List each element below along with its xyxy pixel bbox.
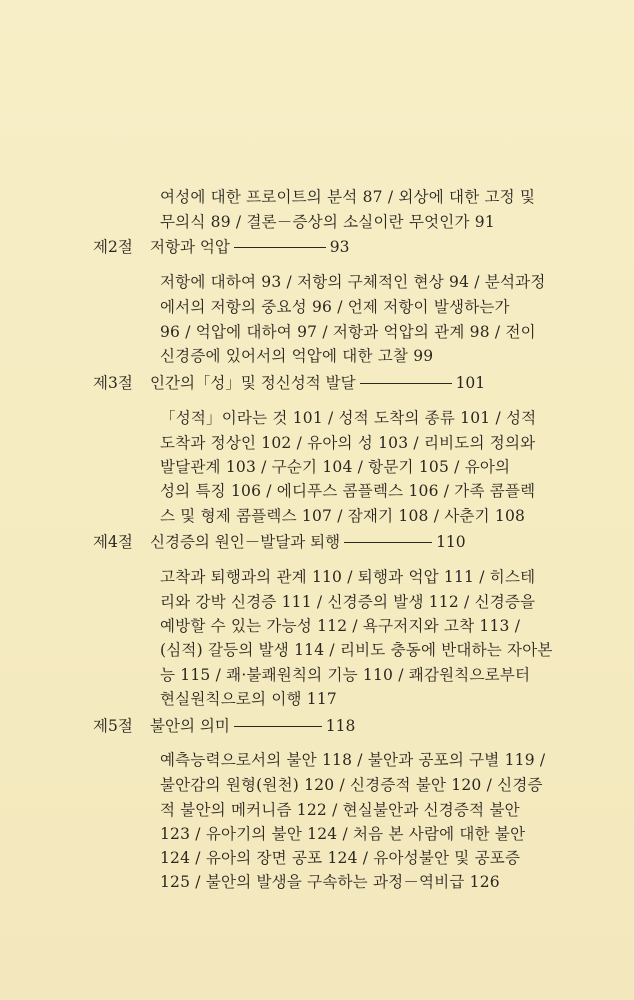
section-number: 제3절	[93, 374, 133, 392]
section-number: 제4절	[93, 533, 133, 551]
toc-entry-line: 신경증에 있어서의 억압에 대한 고찰 99	[160, 347, 434, 365]
toc-entry-line: 96 / 억압에 대하여 97 / 저항과 억압의 관계 98 / 전이	[160, 323, 536, 341]
toc-entry-line: 불안감의 원형(원천) 120 / 신경증적 불안 120 / 신경증	[160, 776, 543, 794]
toc-entry-line: 예방할 수 있는 가능성 112 / 욕구저지와 고착 113 /	[160, 617, 521, 635]
section-heading	[150, 532, 466, 552]
toc-entry-line: 적 불안의 메커니즘 122 / 현실불안과 신경증적 불안	[160, 801, 520, 819]
section-page-number: 101	[455, 374, 486, 392]
section-title: 불안의 의미	[150, 717, 230, 735]
toc-entry-line: 124 / 유아의 장면 공포 124 / 유아성불안 및 공포증	[160, 849, 521, 867]
toc-entry-line: 「성적」이라는 것 101 / 성적 도착의 종류 101 / 성적	[160, 409, 537, 427]
toc-entry-line: 무의식 89 / 결론－증상의 소실이란 무엇인가 91	[160, 213, 495, 231]
section-heading	[150, 237, 350, 257]
section-heading	[150, 373, 485, 393]
toc-entry-line: 발달관계 103 / 구순기 104 / 항문기 105 / 유아의	[160, 458, 511, 476]
leader-line	[234, 726, 322, 727]
toc-entry-line: 리와 강박 신경증 111 / 신경증의 발생 112 / 신경증을	[160, 593, 536, 611]
section-number: 제2절	[93, 238, 133, 256]
section-title: 인간의「성」및 정신성적 발달	[150, 374, 356, 392]
toc-entry-line: 현실원칙으로의 이행 117	[160, 690, 337, 708]
toc-entry-line: 스 및 형제 콤플렉스 107 / 잠재기 108 / 사춘기 108	[160, 507, 526, 525]
section-page-number: 118	[325, 717, 356, 735]
toc-entry-line: 예측능력으로서의 불안 118 / 불안과 공포의 구별 119 /	[160, 751, 546, 769]
toc-entry-line: 에서의 저항의 중요성 96 / 언제 저항이 발생하는가	[160, 298, 510, 316]
toc-entry-line: 성의 특징 106 / 에디푸스 콤플렉스 106 / 가족 콤플렉	[160, 482, 536, 500]
toc-entry-line: 123 / 유아기의 불안 124 / 처음 본 사람에 대한 불안	[160, 825, 526, 843]
section-page-number: 110	[436, 533, 466, 551]
section-title: 저항과 억압	[150, 238, 230, 256]
section-number: 제5절	[93, 717, 133, 735]
section-page-number: 93	[329, 238, 350, 256]
toc-entry-line: 125 / 불안의 발생을 구속하는 과정－역비급 126	[160, 873, 500, 891]
leader-line	[344, 542, 432, 543]
toc-entry-line: 고착과 퇴행과의 관계 110 / 퇴행과 억압 111 / 히스테	[160, 568, 536, 586]
section-title: 신경증의 원인－발달과 퇴행	[150, 533, 341, 551]
leader-line	[234, 247, 326, 248]
leader-line	[360, 383, 452, 384]
toc-entry-line: 도착과 정상인 102 / 유아의 성 103 / 리비도의 정의와	[160, 434, 536, 452]
section-heading	[150, 716, 355, 736]
toc-entry-line: 능 115 / 쾌·불쾌원칙의 기능 110 / 쾌감원칙으로부터	[160, 666, 531, 684]
toc-entry-line: 저항에 대하여 93 / 저항의 구체적인 현상 94 / 분석과정	[160, 273, 546, 291]
toc-entry-line: 여성에 대한 프로이트의 분석 87 / 외상에 대한 고정 및	[160, 188, 536, 206]
toc-entry-line: (심적) 갈등의 발생 114 / 리비도 충동에 반대하는 자아본	[160, 641, 553, 659]
